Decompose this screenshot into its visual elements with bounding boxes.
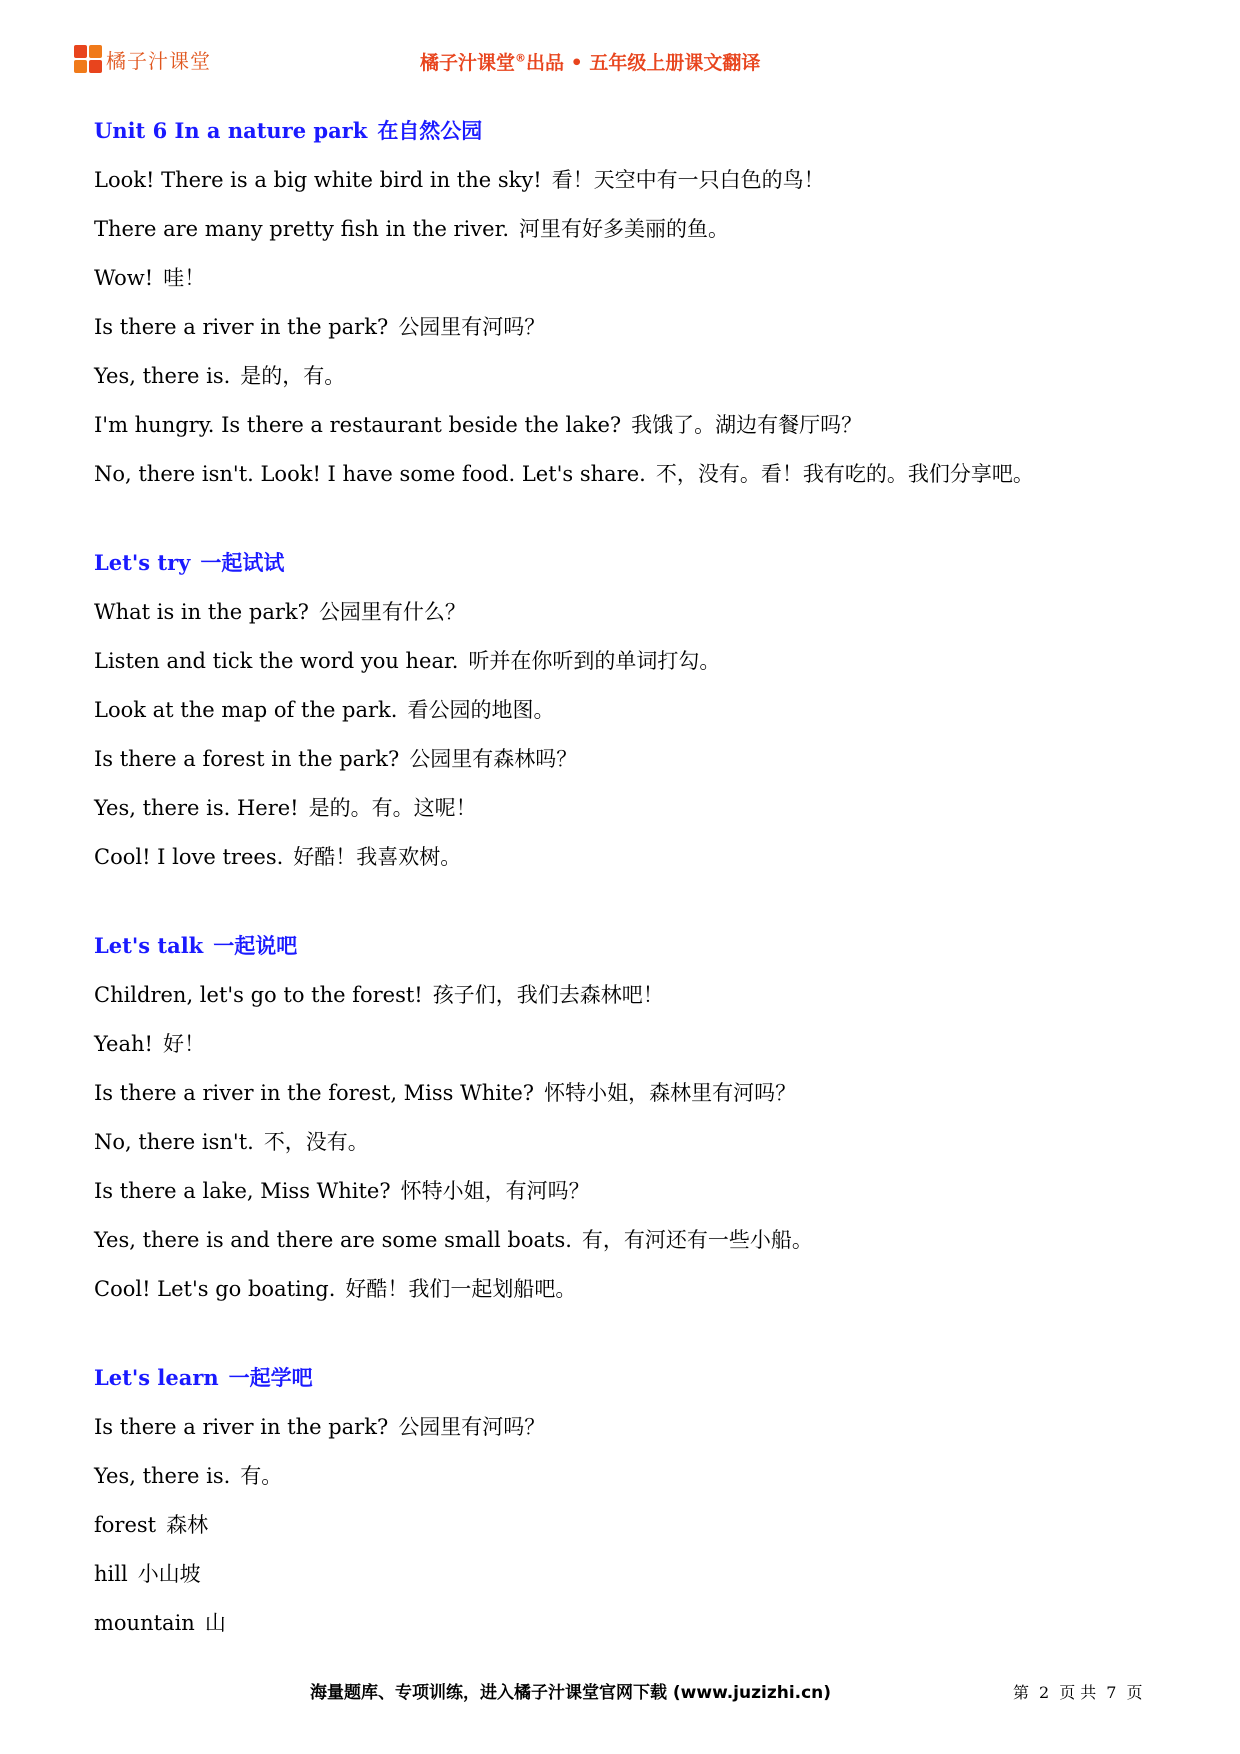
- chinese-translation: 公园里有河吗？: [398, 1415, 546, 1439]
- sentence-line: [94, 643, 1154, 692]
- logo-text: 橘子汁课堂: [106, 48, 211, 73]
- page-mid: 页 共: [1059, 1683, 1097, 1702]
- sentence-line: [94, 1556, 1154, 1605]
- sentence-line: [94, 1173, 1154, 1222]
- sentence-line: [94, 790, 1154, 839]
- chinese-translation: 看！天空中有一只白色的鸟！: [551, 168, 825, 192]
- chinese-translation: 我饿了。湖边有餐厅吗？: [631, 413, 863, 437]
- chinese-translation: 怀特小姐，森林里有河吗？: [544, 1081, 797, 1105]
- sentence-line: [94, 1271, 1154, 1320]
- english-text: Yeah!: [94, 1032, 153, 1056]
- section-title: [94, 928, 1154, 964]
- chinese-translation: 公园里有森林吗？: [409, 747, 578, 771]
- chinese-translation: 怀特小姐，有河吗？: [400, 1179, 590, 1203]
- chinese-translation: 公园里有什么？: [318, 600, 466, 624]
- english-text: What is in the park?: [94, 600, 309, 624]
- english-text: forest: [94, 1513, 157, 1537]
- english-text: Yes, there is. Here!: [94, 796, 299, 820]
- chinese-translation: 不，没有。: [263, 1130, 369, 1154]
- english-text: hill: [94, 1562, 128, 1586]
- chinese-translation: 河里有好多美丽的鱼。: [519, 217, 730, 241]
- english-text: mountain: [94, 1611, 195, 1635]
- section-gap: [94, 1320, 1154, 1360]
- sentence-line: [94, 977, 1154, 1026]
- sentence-line: [94, 692, 1154, 741]
- page-suffix: 页: [1126, 1683, 1143, 1702]
- page-current: 2: [1039, 1683, 1050, 1702]
- section-title-cn: 一起试试: [200, 550, 285, 575]
- english-text: Listen and tick the word you hear.: [94, 649, 459, 673]
- english-text: No, there isn't. Look! I have some food. Let's share.: [94, 462, 646, 486]
- sentence-line: [94, 741, 1154, 790]
- chinese-translation: 是的。有。这呢！: [308, 796, 477, 820]
- chinese-translation: 公园里有河吗？: [398, 315, 546, 339]
- section-title-en: Let's talk: [94, 933, 204, 958]
- sentence-line: [94, 1458, 1154, 1507]
- english-text: Cool! Let's go boating.: [94, 1277, 336, 1301]
- english-text: Is there a lake, Miss White?: [94, 1179, 391, 1203]
- english-text: Is there a river in the park?: [94, 315, 389, 339]
- registered-mark: ®: [515, 51, 527, 65]
- english-text: There are many pretty fish in the river.: [94, 217, 510, 241]
- sentence-line: [94, 594, 1154, 643]
- chinese-translation: 哇！: [163, 266, 206, 290]
- logo-icon: [74, 45, 102, 73]
- english-text: Wow!: [94, 266, 154, 290]
- sentence-line: [94, 839, 1154, 888]
- page-total: 7: [1106, 1683, 1117, 1702]
- sentence-line: [94, 1222, 1154, 1271]
- page-prefix: 第: [1013, 1683, 1030, 1702]
- chinese-translation: 是的，有。: [240, 364, 346, 388]
- section-title-en: Unit 6 In a nature park: [94, 118, 368, 143]
- sentence-line: [94, 1605, 1154, 1654]
- english-text: Yes, there is.: [94, 364, 231, 388]
- chinese-translation: 有，有河还有一些小船。: [581, 1228, 813, 1252]
- footer-text: 海量题库、专项训练，进入橘子汁课堂官网下载 (www.juzizhi.cn): [310, 1683, 832, 1703]
- sentence-line: [94, 309, 1154, 358]
- sentence-line: [94, 1409, 1154, 1458]
- english-text: Is there a river in the forest, Miss White?: [94, 1081, 535, 1105]
- chinese-translation: 听并在你听到的单词打勾。: [468, 649, 721, 673]
- chinese-translation: 小山坡: [137, 1562, 201, 1586]
- section-gap: [94, 505, 1154, 545]
- english-text: Yes, there is.: [94, 1464, 231, 1488]
- english-text: Children, let's go to the forest!: [94, 983, 423, 1007]
- section-title-cn: 在自然公园: [377, 118, 483, 143]
- sentence-line: [94, 162, 1154, 211]
- chinese-translation: 好！: [162, 1032, 205, 1056]
- section-title: [94, 545, 1154, 581]
- sentence-line: [94, 1507, 1154, 1556]
- document-body: [94, 113, 1154, 1654]
- english-text: Cool! I love trees.: [94, 845, 284, 869]
- page-number: [1008, 1680, 1148, 1703]
- section-title-en: Let's learn: [94, 1365, 219, 1390]
- sentence-line: [94, 407, 1154, 456]
- header-subtitle: 出品 • 五年级上册课文翻译: [526, 52, 761, 74]
- chinese-translation: 有。: [240, 1464, 283, 1488]
- header-brand: 橘子汁课堂: [420, 52, 516, 74]
- sentence-line: [94, 1075, 1154, 1124]
- section-title: [94, 1360, 1154, 1396]
- english-text: I'm hungry. Is there a restaurant beside the lake?: [94, 413, 622, 437]
- section-title-en: Let's try: [94, 550, 191, 575]
- header-title: [420, 48, 760, 75]
- sentence-line: [94, 456, 1154, 505]
- section-title-cn: 一起学吧: [228, 1365, 313, 1390]
- section-title: [94, 113, 1154, 149]
- english-text: Yes, there is and there are some small boats.: [94, 1228, 572, 1252]
- section-title-cn: 一起说吧: [213, 933, 298, 958]
- english-text: Look at the map of the park.: [94, 698, 398, 722]
- chinese-translation: 不，没有。看！我有吃的。我们分享吧。: [655, 462, 1034, 486]
- sentence-line: [94, 260, 1154, 309]
- sentence-line: [94, 211, 1154, 260]
- sentence-line: [94, 1124, 1154, 1173]
- brand-logo: [74, 44, 211, 74]
- english-text: No, there isn't.: [94, 1130, 254, 1154]
- chinese-translation: 山: [204, 1611, 226, 1635]
- sentence-line: [94, 1026, 1154, 1075]
- section-gap: [94, 888, 1154, 928]
- english-text: Is there a forest in the park?: [94, 747, 400, 771]
- chinese-translation: 森林: [166, 1513, 209, 1537]
- sentence-line: [94, 358, 1154, 407]
- english-text: Is there a river in the park?: [94, 1415, 389, 1439]
- chinese-translation: 好酷！我喜欢树。: [293, 845, 462, 869]
- chinese-translation: 看公园的地图。: [407, 698, 555, 722]
- english-text: Look! There is a big white bird in the sky!: [94, 168, 542, 192]
- chinese-translation: 好酷！我们一起划船吧。: [345, 1277, 577, 1301]
- chinese-translation: 孩子们，我们去森林吧！: [432, 983, 664, 1007]
